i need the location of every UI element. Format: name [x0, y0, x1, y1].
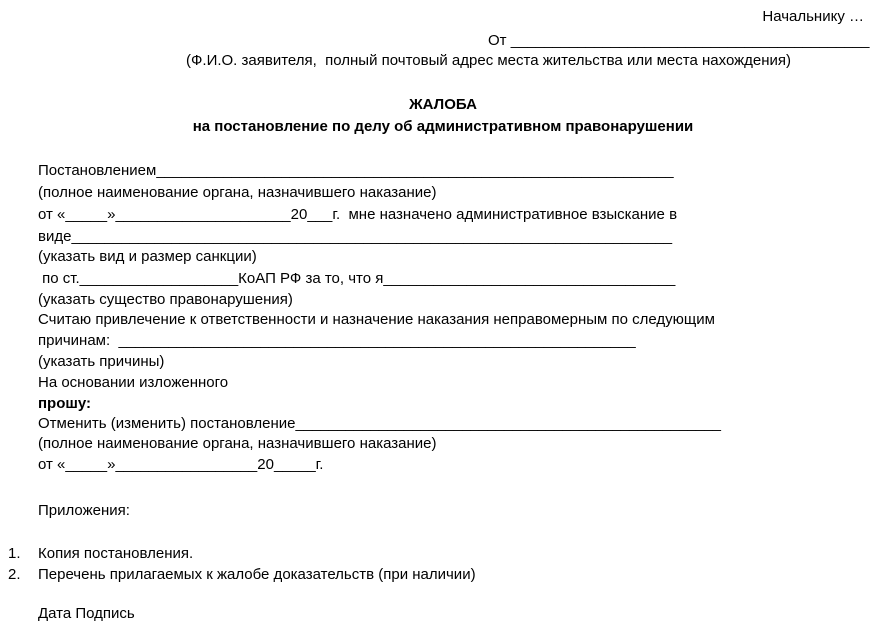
attachment-item: Копия постановления.	[38, 545, 194, 562]
request-label: прошу:	[38, 395, 92, 412]
from-hint: (Ф.И.О. заявителя, полный почтовый адрес места жительства или места нахождения)	[186, 52, 792, 69]
body-line: Считаю привлечение к ответственности и назначение наказания неправомерным по следующим	[38, 311, 715, 328]
body-line: причинам: ______________________________________________________________	[38, 332, 636, 349]
body-line: (указать вид и размер санкции)	[38, 248, 257, 265]
document-subtitle: на постановление по делу об административном правонарушении	[192, 118, 694, 135]
body-line: Постановлением______________________________________________________________	[38, 162, 674, 179]
request-line: (полное наименование органа, назначившего наказание)	[38, 435, 437, 452]
body-line: На основании изложенного	[38, 374, 229, 391]
from-line: От ___________________________________________	[488, 32, 870, 49]
body-line: (полное наименование органа, назначившего наказание)	[38, 184, 437, 201]
date-signature: Дата Подпись	[38, 605, 135, 622]
body-line: (указать существо правонарушения)	[38, 291, 293, 308]
document-title: ЖАЛОБА	[409, 96, 477, 113]
body-line: виде________________________________________________________________________	[38, 228, 673, 245]
body-line: от «_____»_____________________20___г. мне назначено административное взыскание в	[38, 206, 678, 223]
request-line: Отменить (изменить) постановление___________________________________________________	[38, 415, 721, 432]
attachment-number: 1.	[8, 545, 21, 562]
attachment-number: 2.	[8, 566, 21, 583]
body-line: по ст.___________________КоАП РФ за то, что я___________________________________	[38, 270, 676, 287]
attachments-label: Приложения:	[38, 502, 130, 519]
addressee-line: Начальнику …	[762, 8, 864, 25]
body-line: (указать причины)	[38, 353, 165, 370]
attachment-item: Перечень прилагаемых к жалобе доказательств (при наличии)	[38, 566, 476, 583]
request-line: от «_____»_________________20_____г.	[38, 456, 324, 473]
